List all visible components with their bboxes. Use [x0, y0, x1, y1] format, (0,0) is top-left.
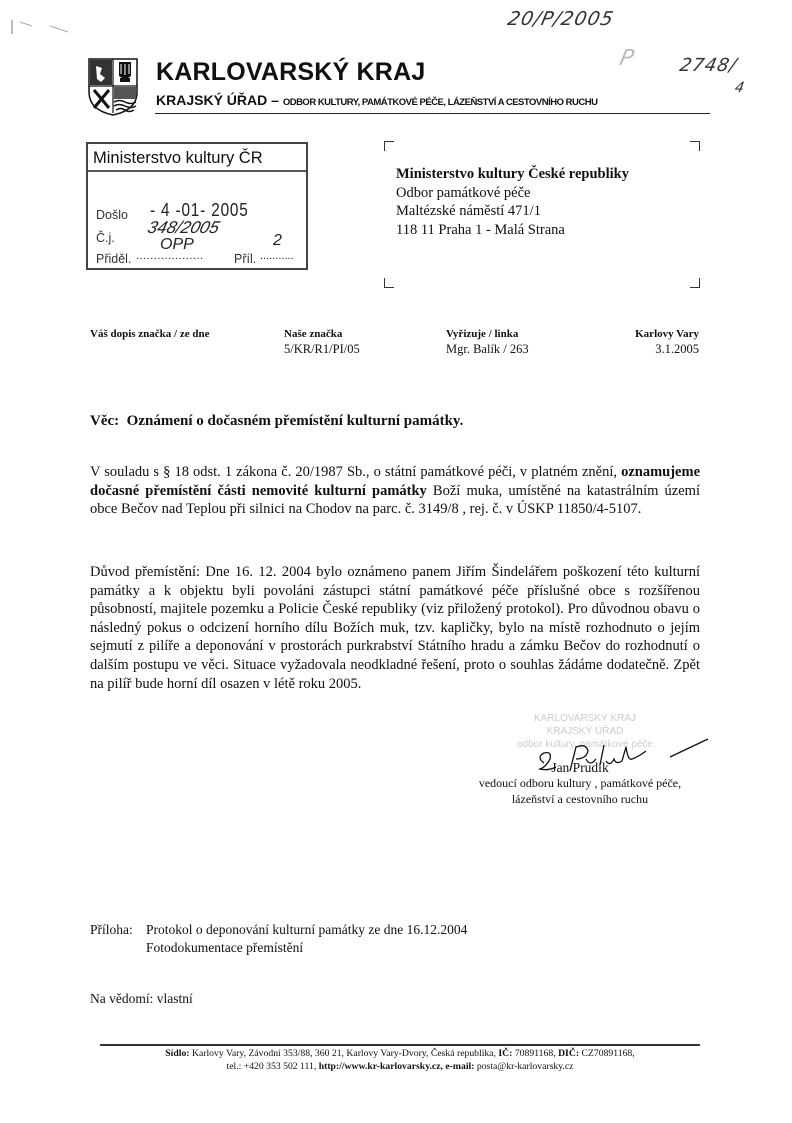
- signatory: [440, 759, 720, 807]
- recipient-city: 118 11 Praha 1 - Malá Strana: [396, 221, 565, 238]
- ic-label: IČ:: [498, 1048, 513, 1059]
- reference-our-ref: [284, 327, 360, 357]
- dic-value: CZ70891168,: [579, 1048, 635, 1059]
- footer-divider: [100, 1044, 700, 1046]
- website-link[interactable]: http://www.kr-karlovarsky.cz: [318, 1060, 441, 1072]
- stamp-line: KARLOVARSKÝ KRAJ: [533, 713, 637, 724]
- handler-value: Mgr. Balík / 263: [446, 342, 529, 356]
- handwritten-date-annotation: 20/P/2005: [505, 8, 617, 30]
- attachment-item: Fotodokumentace přemístění: [146, 940, 304, 955]
- seat-label: Sídlo:: [165, 1048, 190, 1059]
- department-name: ODBOR KULTURY, PAMÁTKOVÉ PÉČE, LÁZEŇSTVÍ A CESTOVNÍHO RUCHU: [282, 97, 598, 108]
- stamp-header: Ministerstvo kultury ČR: [88, 144, 306, 172]
- subtitle-dash: –: [267, 92, 283, 108]
- stamp-line: odbor kultury, památkové péče: [516, 739, 653, 750]
- phone: tel.: +420 353 502 111,: [226, 1060, 319, 1072]
- stamp-assigned-value: OPP: [160, 236, 194, 253]
- your-letter-label: Váš dopis značka / ze dne: [90, 328, 210, 340]
- handwritten-number: 2748/: [677, 55, 740, 76]
- stamp-ref-value: 348/2005: [145, 218, 222, 237]
- signatory-name: Jan Prudík: [551, 760, 609, 775]
- reference-place-date: [635, 327, 699, 357]
- office-name: KRAJSKÝ ÚŘAD: [156, 92, 268, 108]
- ic-value: 70891168,: [512, 1048, 559, 1059]
- stamp-attachments-value: 2: [273, 232, 282, 249]
- handwritten-suffix: 4: [733, 80, 747, 96]
- subject-line: [90, 413, 463, 430]
- our-ref-value: 5/KR/R1/PI/05: [284, 342, 360, 356]
- handwritten-mark: P: [617, 46, 637, 71]
- recipient-address: [396, 165, 629, 239]
- stamp-line: KRAJSKÝ ÚŘAD: [546, 726, 624, 737]
- copy-notice: Na vědomí: vlastní: [90, 991, 193, 1006]
- attachment-item: Protokol o deponování kulturní památky ze dne 16.12.2004: [146, 922, 468, 937]
- recipient-department: Odbor památkové péče: [396, 184, 531, 201]
- stamp-attachments-label: Příl.: [234, 252, 257, 266]
- reference-handler: [446, 327, 529, 357]
- subject-label: Věc:: [90, 413, 120, 429]
- header-divider: [155, 113, 710, 114]
- body-paragraph-1: [90, 463, 700, 519]
- signatory-role-line2: lázeňství a cestovního ruchu: [511, 791, 649, 806]
- place: Karlovy Vary: [635, 328, 699, 340]
- para1-start: V souladu s § 18 odst. 1 zákona č. 20/1987 Sb., o státní památkové péči, v platném znění,: [90, 464, 622, 480]
- letter-date: 3.1.2005: [655, 342, 699, 356]
- signatory-role-line1: vedoucí odboru kultury , památkové péče,: [478, 776, 682, 790]
- para1-end: Boží muka, umístěné na katastrálním území obce Bečov nad Teplou při silnici na Chodov na parc. č. 3149/8 , rej. č. v ÚSKP 11850/4-5107.: [90, 482, 700, 518]
- our-ref-label: Naše značka: [284, 328, 343, 340]
- stamp-ref-label: Č.j.: [96, 231, 115, 245]
- recipient-street: Maltézské náměstí 471/1: [396, 203, 541, 219]
- address-window-corner: [384, 141, 394, 151]
- organization-subtitle: [156, 92, 597, 108]
- body-paragraph-2: Důvod přemístění: Dne 16. 12. 2004 bylo oznámeno panem Jiřím Šindelářem poškození této kulturní památky a k objektu byli povoláni zástupci státní památkové péče příslušné obce s rozšířenou působností, majitele pozemku a Policie České republiky (viz přiložený protokol). Pro důvodnou obavu o následný pokus o odcizení horního dílu Božích muk, tzv. kapličky, bylo na místě rozhodnuto o jejím sejmutí z pilíře a deponování v prostorách purkrabství Státního hradu a zámku Bečov do rozhodnutí o dalším postupu ve věci. Situace vyžadovala neodkladné řešení, proto o souhlas žádáme dodatečně. Zpět na pilíř bude horní díl osazen v létě roku 2005.: [90, 564, 700, 692]
- email-link[interactable]: posta@kr-karlovarsky.cz: [474, 1060, 574, 1072]
- stamp-assigned-dots: ...................: [136, 250, 204, 262]
- coat-of-arms-icon: [88, 58, 138, 116]
- attachments-list: [90, 921, 467, 957]
- email-label: , e-mail:: [440, 1060, 475, 1072]
- reference-your-letter: [90, 327, 210, 342]
- stamp-received-label: Došlo: [96, 208, 128, 222]
- footer-contact: [100, 1048, 700, 1073]
- seat-value: Karlovy Vary, Závodní 353/88, 360 21, Karlovy Vary-Dvory, Česká republika,: [189, 1048, 499, 1059]
- attachments-label: Příloha:: [90, 922, 133, 937]
- dic-label: DIČ:: [558, 1048, 580, 1059]
- address-window-corner: [690, 278, 700, 288]
- para1-bold: oznamujeme dočasné přemístění části nemovité kulturní památky: [90, 464, 700, 499]
- organization-title: KARLOVARSKÝ KRAJ: [156, 58, 426, 86]
- address-window-corner: [384, 278, 394, 288]
- subject-text: Oznámení o dočasném přemístění kulturní památky.: [126, 413, 464, 429]
- recipient-name: Ministerstvo kultury České republiky: [396, 166, 629, 182]
- stamp-received-date: - 4 -01- 2005: [150, 200, 249, 220]
- stamp-assigned-label: Přiděl.: [96, 252, 132, 266]
- scan-mark: [10, 16, 70, 38]
- address-window-corner: [690, 141, 700, 151]
- stamp-attachments-dots: ...........: [260, 250, 294, 262]
- handler-label: Vyřizuje / linka: [446, 328, 519, 340]
- received-stamp: [86, 142, 308, 270]
